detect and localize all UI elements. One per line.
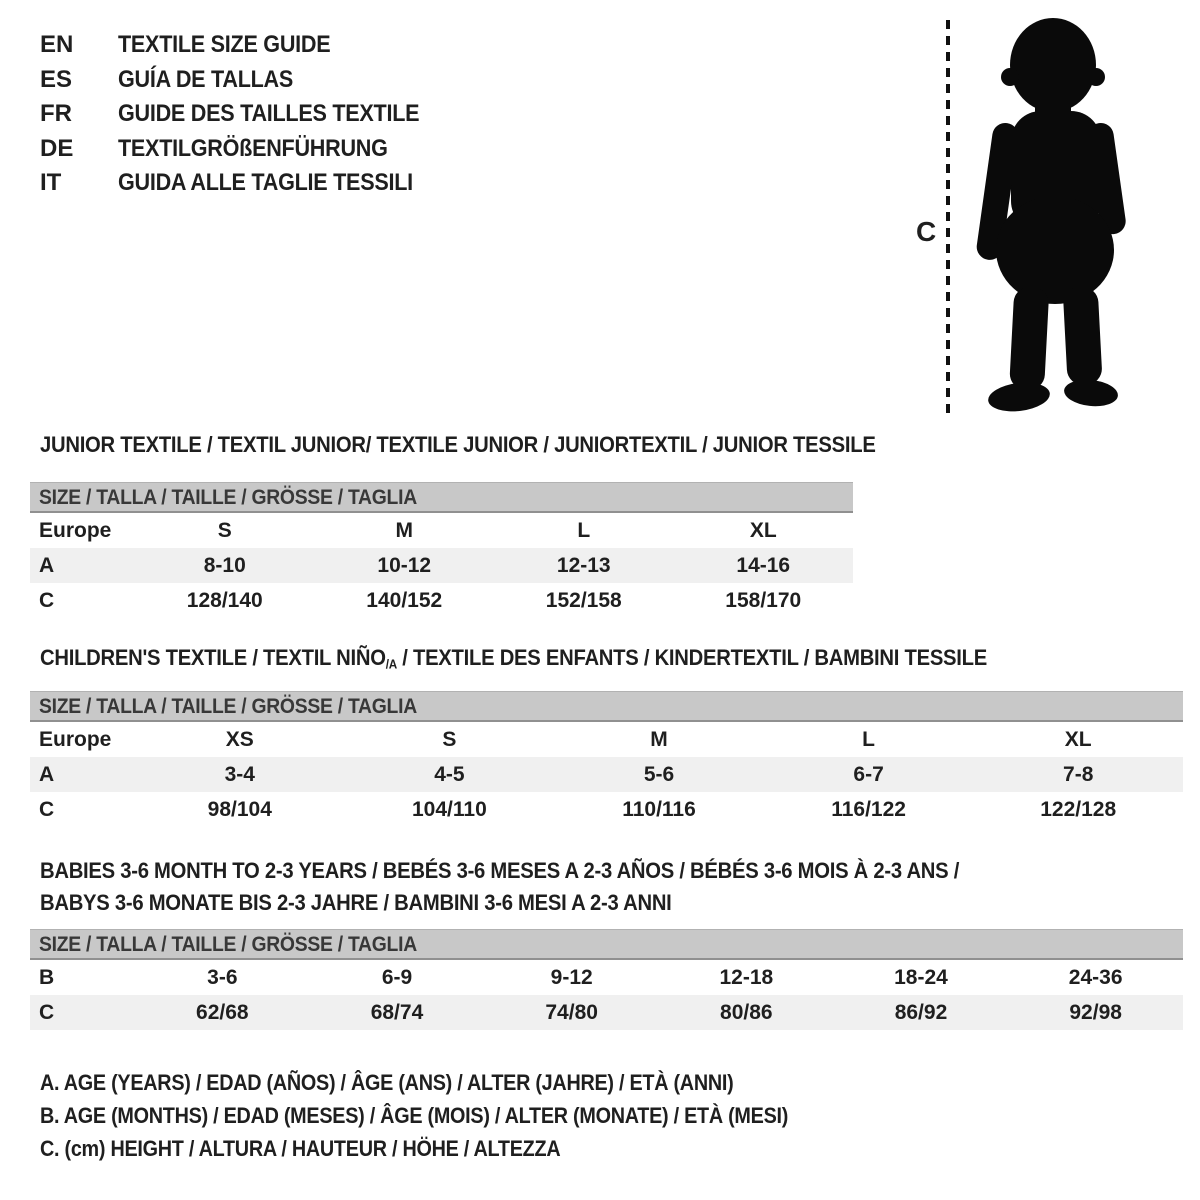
lang-code: ES [40,65,73,93]
legend-text: C. (cm) HEIGHT / ALTURA / HAUTEUR / HÖHE / ALTEZZA [40,1135,561,1161]
lang-title: GUIDE DES TAILLES TEXTILE [118,100,420,128]
age-cell: 10-12 [377,553,432,577]
size-cell: XL [749,518,777,542]
age-cell: 18-24 [894,965,948,989]
height-cell: 86/92 [894,1000,948,1024]
lang-row-en [40,28,453,63]
age-cell: 12-13 [556,553,611,577]
children-size-table [30,691,1183,827]
junior-section-title-text: JUNIOR TEXTILE / TEXTIL JUNIOR/ TEXTILE JUNIOR / JUNIORTEXTIL / JUNIOR TESSILE [40,432,876,457]
lang-code: DE [40,134,74,162]
size-header-band [30,482,853,513]
baby-silhouette [965,15,1135,418]
lang-row-fr [40,97,453,132]
size-header-band [30,929,1183,960]
measurement-legend [40,1066,871,1165]
height-cell: 104/110 [412,797,487,821]
lang-title: TEXTILE SIZE GUIDE [118,31,331,59]
lang-code: EN [40,31,74,59]
babies-size-table [30,929,1183,1030]
legend-line-b [40,1099,871,1132]
legend-text: B. AGE (MONTHS) / EDAD (MESES) / ÂGE (MOIS) / ALTER (MONATE) / ETÀ (MESI) [40,1102,789,1128]
table-row [30,722,1183,757]
height-cell: 68/74 [370,1000,424,1024]
size-cell: L [862,727,875,751]
size-header-text: SIZE / TALLA / TAILLE / GRÖSSE / TAGLIA [39,484,417,509]
lang-code: IT [40,169,62,197]
age-cell: 3-6 [207,965,238,989]
table-row [30,757,1183,792]
table-row [30,548,853,583]
table-row [30,995,1183,1030]
legend-text: A. AGE (YEARS) / EDAD (AÑOS) / ÂGE (ANS) / ALTER (JAHRE) / ETÀ (ANNI) [40,1069,734,1095]
babies-section-title [40,855,1061,919]
height-cell: 128/140 [186,588,263,612]
junior-section-title [40,432,968,458]
row-label: Europe [39,518,112,542]
height-cell: 140/152 [366,588,443,612]
height-cell: 152/158 [545,588,622,612]
language-title-list [40,28,453,201]
title-part: CHILDREN'S TEXTILE / TEXTIL NIÑO [40,645,386,670]
row-label: B [39,965,55,989]
lang-row-it [40,166,453,201]
lang-title: GUÍA DE TALLAS [118,65,294,93]
age-cell: 4-5 [434,762,465,786]
row-label: A [39,553,55,577]
table-row [30,513,853,548]
lang-row-de [40,132,453,167]
title-part: / TEXTILE DES ENFANTS / KINDERTEXTIL / BAMBINI TESSILE [396,645,987,670]
size-cell: XL [1064,727,1092,751]
legend-line-c [40,1132,871,1165]
size-cell: S [442,727,457,751]
height-cell: 98/104 [207,797,272,821]
table-row [30,792,1183,827]
lang-title: TEXTILGRÖßENFÜHRUNG [118,134,388,162]
size-cell: M [395,518,413,542]
age-cell: 3-4 [224,762,255,786]
age-cell: 12-18 [719,965,774,989]
age-cell: 7-8 [1063,762,1094,786]
row-label: C [39,588,55,612]
children-section-title-text [40,645,987,672]
children-section-title [40,645,1092,672]
height-dashed-line [946,20,950,417]
babies-title-line2: BABYS 3-6 MONATE BIS 2-3 JAHRE / BAMBINI 3-6 MESI A 2-3 ANNI [40,890,672,915]
row-label: C [39,1000,55,1024]
row-label: Europe [39,727,112,751]
height-measure-label: C [916,216,937,247]
height-cell: 92/98 [1069,1000,1122,1024]
babies-title-line1: BABIES 3-6 MONTH TO 2-3 YEARS / BEBÉS 3-6 MESES A 2-3 AÑOS / BÉBÉS 3-6 MOIS À 2-3 ANS / [40,858,960,883]
age-cell: 9-12 [550,965,593,989]
size-header-text: SIZE / TALLA / TAILLE / GRÖSSE / TAGLIA [39,931,417,956]
lang-code: FR [40,100,72,128]
age-cell: 6-9 [381,965,413,989]
title-subscript: /A [385,656,397,672]
age-cell: 6-7 [853,762,884,786]
height-cell: 80/86 [720,1000,773,1024]
age-cell: 5-6 [643,762,675,786]
size-cell: L [577,518,591,542]
age-cell: 24-36 [1068,965,1123,989]
size-header-text: SIZE / TALLA / TAILLE / GRÖSSE / TAGLIA [39,693,417,718]
size-cell: S [217,518,232,542]
size-header-band [30,691,1183,722]
size-cell: XS [225,727,254,751]
lang-row-es [40,63,453,98]
row-label: C [39,797,55,821]
height-cell: 62/68 [196,1000,249,1024]
table-row [30,960,1183,995]
age-cell: 14-16 [736,553,791,577]
table-row [30,583,853,618]
size-cell: M [650,727,668,751]
row-label: A [39,762,55,786]
legend-line-a [40,1066,871,1099]
height-cell: 116/122 [831,797,906,821]
height-cell: 110/116 [622,797,696,821]
height-cell: 158/170 [725,588,802,612]
lang-title: GUIDA ALLE TAGLIE TESSILI [118,169,413,197]
height-cell: 74/80 [545,1000,598,1024]
age-cell: 8-10 [203,553,246,577]
junior-size-table [30,482,853,618]
height-cell: 122/128 [1040,797,1117,821]
